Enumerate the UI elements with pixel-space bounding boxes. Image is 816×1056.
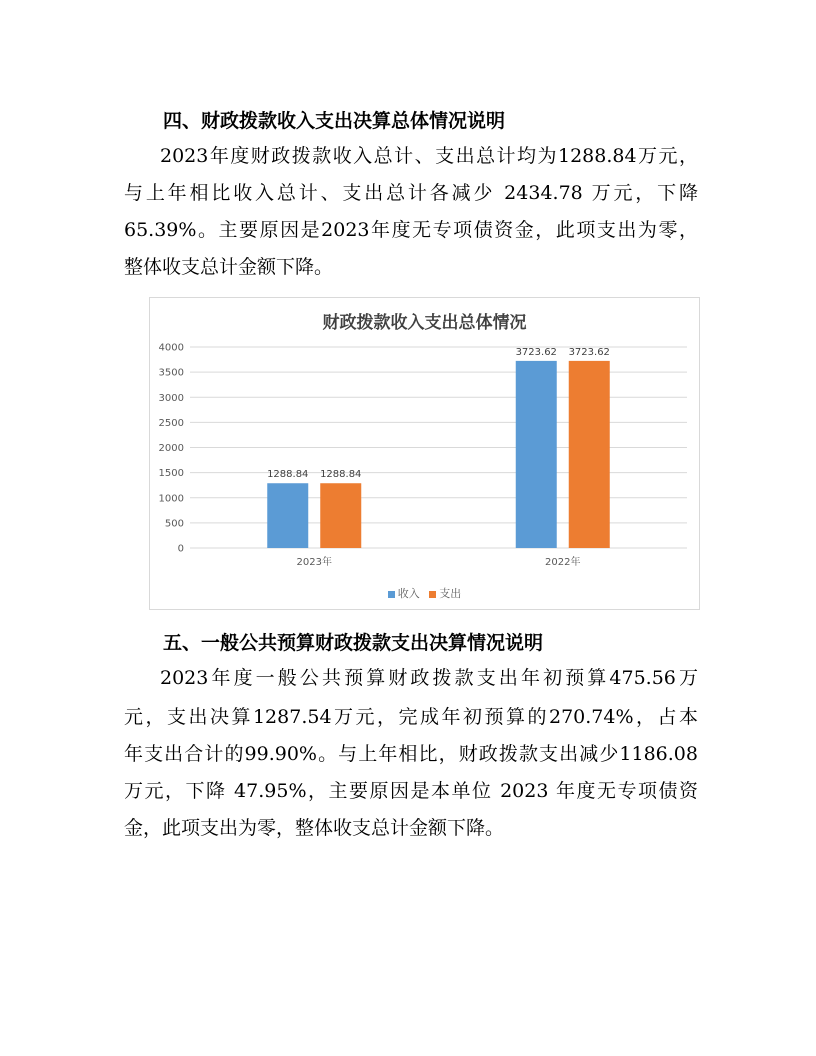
- y-tick-label: 4000: [158, 342, 184, 354]
- data-label: 3723.62: [568, 346, 610, 358]
- data-label: 1288.84: [320, 469, 362, 481]
- x-tick-label: 2023年: [296, 557, 332, 568]
- y-tick-label: 3500: [158, 367, 184, 379]
- legend-label-expense: 支出: [439, 587, 462, 600]
- x-tick-label: 2022年: [545, 557, 581, 568]
- legend-item-expense: [429, 585, 461, 601]
- y-tick-label: 3000: [158, 392, 184, 404]
- data-label: 3723.62: [515, 346, 557, 358]
- y-tick-label: 1000: [158, 493, 184, 505]
- y-tick-label: 2000: [158, 443, 184, 454]
- bar-2023年-支出: [320, 483, 361, 548]
- section4-heading: 四、财政拨款收入支出决算总体情况说明: [163, 110, 506, 132]
- legend-swatch-expense: [429, 591, 436, 598]
- bar-2022年-支出: [569, 361, 610, 548]
- y-tick-label: 500: [164, 518, 184, 530]
- section5-line-2: 元，支出决算1287.54万元，完成年初预算的270.74%，占本: [124, 706, 698, 728]
- section5-heading: 五、一般公共预算财政拨款支出决算情况说明: [163, 632, 544, 654]
- bar-chart: [149, 297, 700, 610]
- bar-2023年-收入: [267, 483, 308, 548]
- legend-item-income: [388, 585, 420, 601]
- section5-line-4: 万元，下降 47.95%，主要原因是本单位 2023 年度无专项债资: [124, 780, 698, 802]
- legend-swatch-income: [388, 591, 395, 598]
- y-tick-label: 1500: [158, 468, 184, 480]
- section5-line-1: 2023年度一般公共预算财政拨款支出年初预算475.56万: [160, 667, 698, 689]
- section4-line-4: 整体收支总计金额下降。: [124, 256, 334, 278]
- chart-plot: [150, 298, 701, 611]
- section5-line-3: 年支出合计的99.90%。与上年相比，财政拨款支出减少1186.08: [124, 743, 698, 765]
- chart-legend: [150, 585, 699, 601]
- section5-line-5: 金，此项支出为零，整体收支总计金额下降。: [124, 817, 505, 839]
- section4-line-1: 2023年度财政拨款收入总计、支出总计均为1288.84万元，: [160, 145, 698, 167]
- bar-2022年-收入: [516, 361, 557, 548]
- y-tick-label: 0: [177, 543, 184, 555]
- chart-title: 财政拨款收入支出总体情况: [322, 313, 527, 333]
- section4-line-3: 65.39%。主要原因是2023年度无专项债资金，此项支出为零，: [124, 219, 698, 241]
- section4-line-2: 与上年相比收入总计、支出总计各减少 2434.78 万元，下降: [124, 182, 698, 204]
- legend-label-income: 收入: [397, 587, 420, 600]
- data-label: 1288.84: [267, 469, 309, 481]
- y-tick-label: 2500: [158, 417, 184, 429]
